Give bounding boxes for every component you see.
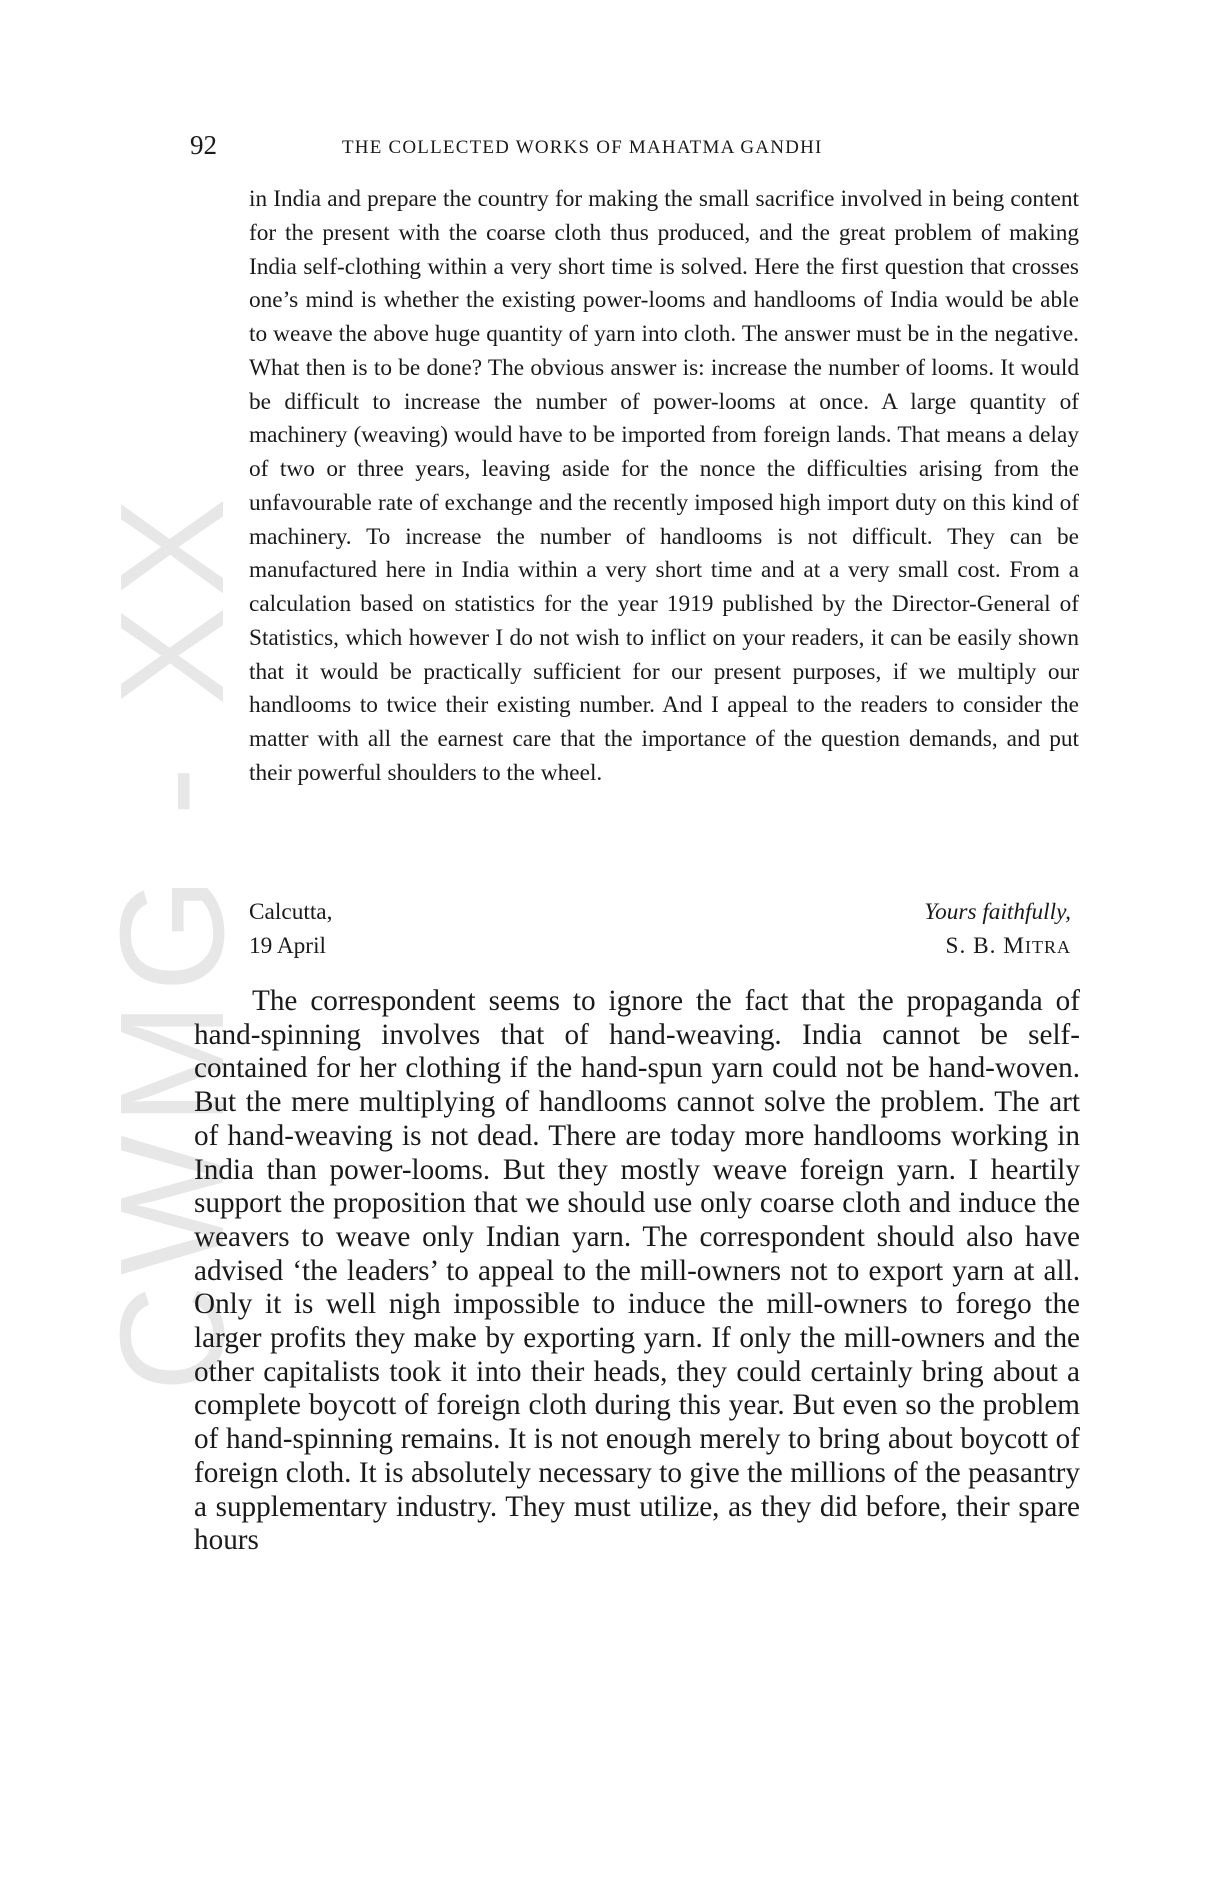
- signatory-surname-rest: ITRA: [1025, 936, 1071, 957]
- letter-signatory: [945, 930, 1071, 965]
- comment-paragraph: The correspondent seems to ignore the fact that the propaganda of hand-spinning involves that of hand-weaving. India cannot be self-contained for her clothing if the hand-spun yarn could not be hand-woven. But the mere multiplying of handlooms cannot solve the problem. The art of hand-weaving is not dead. There are today more handlooms working in India than power-looms. But they mostly weave foreign yarn. I heartily support the proposition that we should use only coarse cloth and induce the weavers to weave only Indian yarn. The correspondent should also have advised ‘the leaders’ to appeal to the mill-owners not to export yarn at all. Only it is well nigh impossible to induce the mill-owners to forego the larger profits they make by exporting yarn. If only the mill-owners and the other capitalists took it into their heads, they could certainly bring about a complete boycott of foreign cloth during this year. But even so the problem of hand-spinning remains. It is not enough merely to bring about boycott of foreign cloth. It is absolutely necessary to give the millions of the peasantry a supplementary industry. They must utilize, as they did before, their spare hours: [194, 985, 1080, 1557]
- signatory-initials: S. B. M: [945, 932, 1025, 959]
- letter-closing: Yours faithfully,: [924, 899, 1071, 925]
- signoff-row-1: [249, 896, 1071, 930]
- signoff-row-2: [249, 930, 1071, 965]
- page-header: [190, 130, 1080, 170]
- editorial-comment: [194, 985, 1080, 1558]
- letter-date: 19 April: [249, 932, 327, 959]
- watermark-text: CWMG - XX: [90, 488, 255, 1392]
- running-title: THE COLLECTED WORKS OF MAHATMA GANDHI: [342, 137, 823, 158]
- letter-paragraph: in India and prepare the country for making the small sacrifice involved in being content for the present with the coarse cloth thus produced, and the great problem of making India self-clothing within a very short time is solved. Here the first question that crosses one’s mind is whether the existing power-looms and handlooms of India would be able to weave the above huge quantity of yarn into cloth. The answer must be in the negative. What then is to be done? The obvious answer is: increase the number of looms. It would be difficult to increase the number of power-looms at once. A large quantity of machinery (weaving) would have to be imported from foreign lands. That means a delay of two or three years, leaving aside for the nonce the difficulties arising from the unfavourable rate of exchange and the recently imposed high import duty on this kind of machinery. To increase the number of handlooms is not difficult. They can be manufactured here in India within a very short time and at a very small cost. From a calculation based on statistics for the year 1919 published by the Director-General of Statistics, which however I do not wish to inflict on your readers, it can be easily shown that it would be practically sufficient for our present purposes, if we multiply our handlooms to twice their existing number. And I appeal to the readers to consider the matter with all the earnest care that the importance of the question demands, and put their powerful shoulders to the wheel.: [249, 186, 1079, 786]
- letter-text: [249, 183, 1079, 791]
- letter-place: Calcutta,: [249, 899, 333, 925]
- page-number: 92: [190, 130, 217, 160]
- letter-signoff: [249, 896, 1071, 964]
